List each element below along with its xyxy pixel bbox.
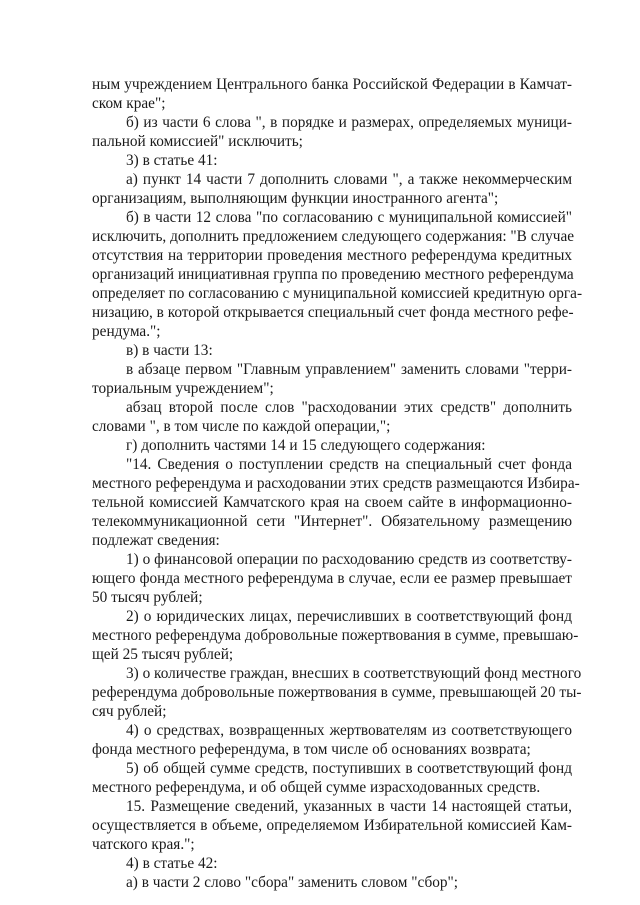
text-line: определяет по согласованию с муниципальной комиссией кредитную орга- — [92, 285, 583, 302]
text-line: 4) о средствах, возвращенных жертвователям из соответствующего — [126, 722, 572, 739]
text-line: ском крае"; — [92, 95, 166, 112]
text-line: фонда местного референдума, в том числе об основаниях возврата; — [92, 741, 531, 758]
text-line: 3) в статье 41: — [126, 152, 218, 169]
text-line: 50 тысяч рублей; — [92, 589, 203, 606]
text-line: а) в части 2 слово "сбора" заменить словом "сбор"; — [126, 874, 459, 891]
text-line: 3) о количестве граждан, внесших в соответствующий фонд местного — [126, 665, 582, 682]
text-line: местного референдума, и об общей сумме израсходованных средств. — [92, 779, 541, 796]
text-line: подлежат сведения: — [92, 532, 220, 549]
text-line: осуществляется в объеме, определяемом Избирательной комиссией Кам- — [92, 817, 572, 834]
text-line: сяч рублей; — [92, 703, 167, 720]
text-line: в) в части 13: — [126, 342, 213, 359]
text-line: ториальным учреждением"; — [92, 380, 274, 397]
text-line: исключить, дополнить предложением следующего содержания: "В случае — [92, 228, 575, 245]
text-line: референдума добровольные пожертвования в сумме, превышающей 20 ты- — [92, 684, 582, 701]
text-line: организациям, выполняющим функции иностранного агента"; — [92, 190, 499, 207]
text-line: местного референдума добровольные пожертвования в сумме, превышаю- — [92, 627, 579, 644]
text-line: ющего фонда местного референдума в случае, если ее размер превышает — [92, 570, 572, 587]
text-line: "14. Сведения о поступлении средств на специальный счет фонда — [126, 456, 572, 473]
text-line: абзац второй после слов "расходовании этих средств" дополнить — [126, 399, 572, 416]
text-line: низацию, в которой открывается специальный счет фонда местного рефе- — [92, 304, 574, 321]
text-line: отсутствия на территории проведения местного референдума кредитных — [92, 247, 572, 264]
text-line: щей 25 тысяч рублей; — [92, 646, 234, 663]
text-line: 5) об общей сумме средств, поступивших в соответствующий фонд — [126, 760, 572, 777]
text-line: 15. Размещение сведений, указанных в части 14 настоящей статьи, — [126, 798, 572, 815]
text-line: 4) в статье 42: — [126, 855, 218, 872]
text-line: б) в части 12 слова "по согласованию с муниципальной комиссией" — [126, 209, 572, 226]
text-line: ным учреждением Центрального банка Российской Федерации в Камчат- — [92, 76, 572, 93]
text-line: а) пункт 14 части 7 дополнить словами ", а также некоммерческим — [126, 171, 572, 188]
text-line: рендума."; — [92, 323, 161, 340]
text-line: словами ", в том числе по каждой операции,"; — [92, 418, 391, 435]
text-line: 1) о финансовой операции по расходованию средств из соответству- — [126, 551, 572, 568]
text-line: организаций инициативная группа по проведению местного референдума — [92, 266, 574, 283]
text-line: 2) о юридических лицах, перечисливших в соответствующий фонд — [126, 608, 572, 625]
text-line: местного референдума и расходовании этих средств размещаются Избира- — [92, 475, 580, 492]
text-line: б) из части 6 слова ", в порядке и размерах, определяемых муници- — [126, 114, 572, 131]
text-line: чатского края."; — [92, 836, 195, 853]
text-line: г) дополнить частями 14 и 15 следующего содержания: — [126, 437, 486, 454]
text-line: телекоммуникационной сети "Интернет". Обязательному размещению — [92, 513, 572, 530]
text-line: в абзаце первом "Главным управлением" заменить словами "терри- — [126, 361, 572, 378]
text-line: тельной комиссией Камчатского края на своем сайте в информационно- — [92, 494, 572, 511]
text-line: пальной комиссией" исключить; — [92, 133, 303, 150]
